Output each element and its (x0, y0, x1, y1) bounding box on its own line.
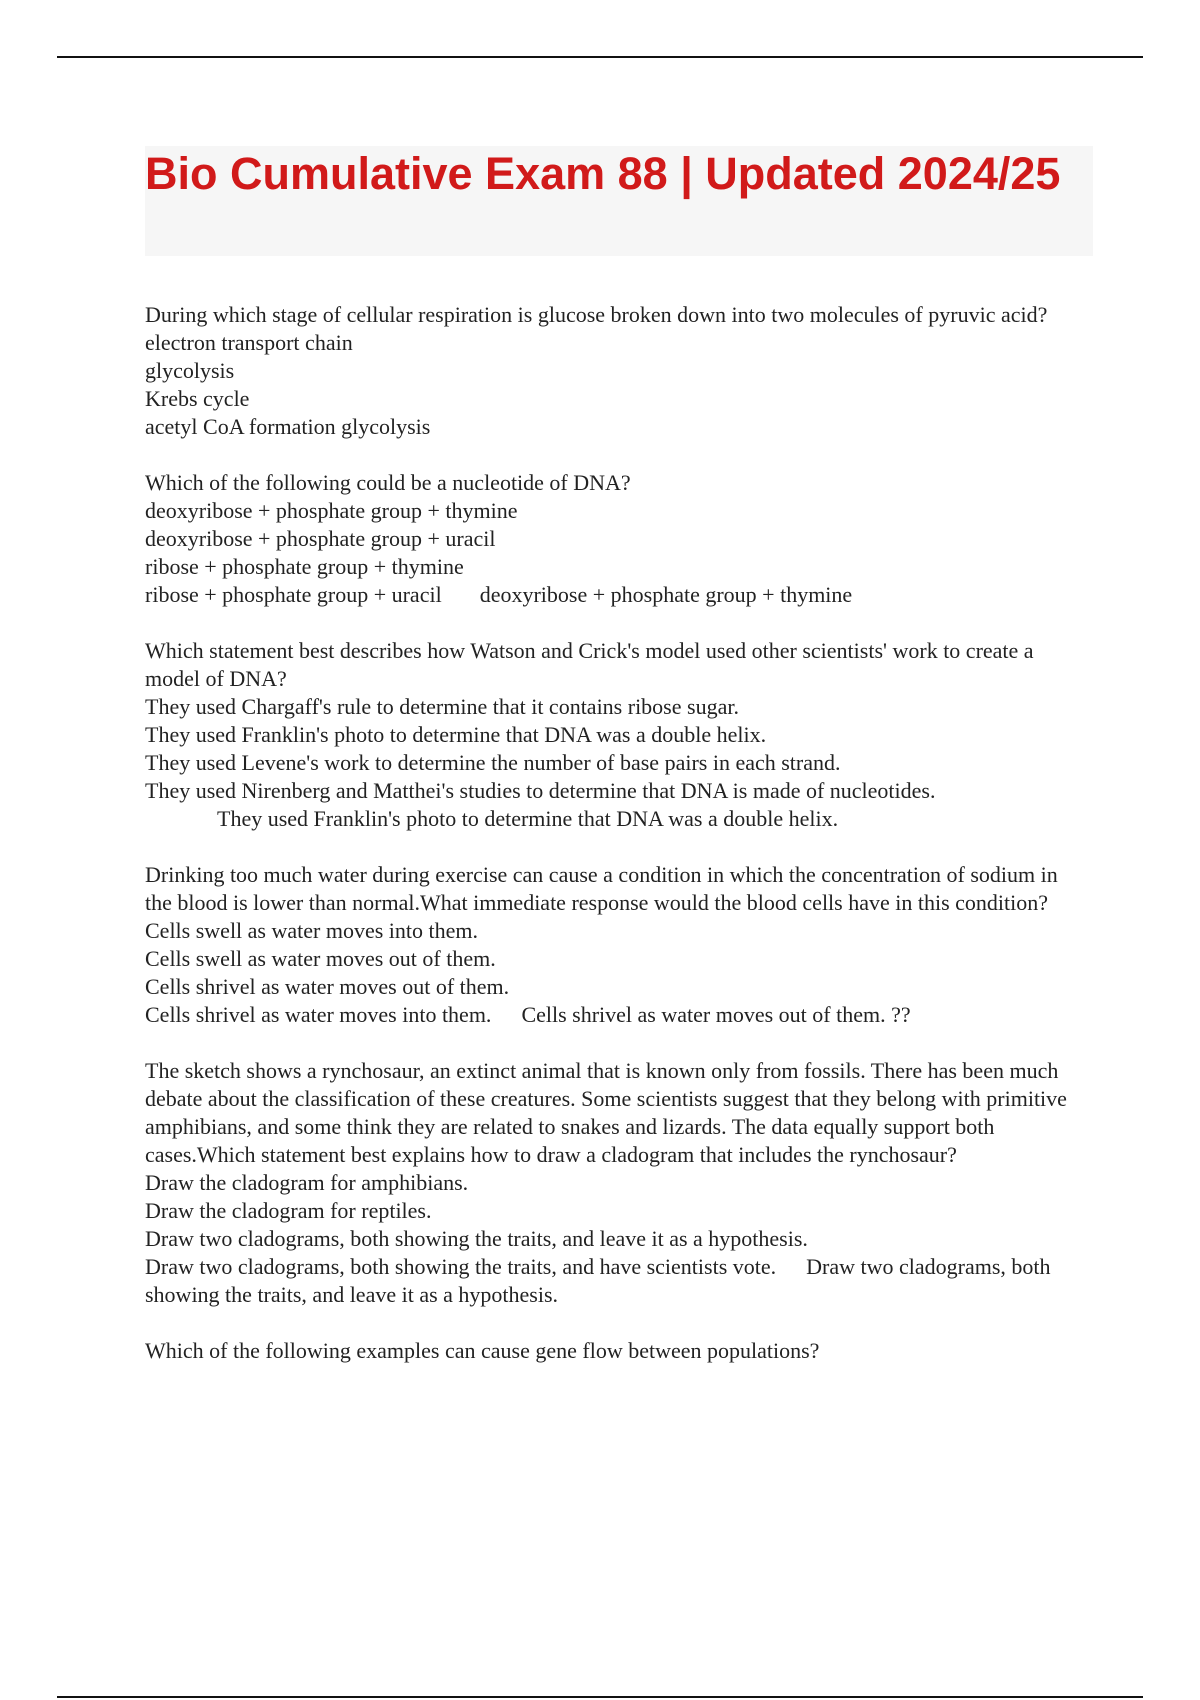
answer-option: Draw the cladogram for reptiles. (145, 1198, 432, 1223)
answer-option: They used Levene's work to determine the number of base pairs in each strand. (145, 750, 841, 775)
question-block (145, 637, 1085, 833)
question-prompt: Drinking too much water during exercise can cause a condition in which the concentration of sodium in the blood is lower than normal.What immediate response would the blood cells have in this condition? (145, 862, 1064, 915)
question-prompt: The sketch shows a rynchosaur, an extinct animal that is known only from fossils. There has been much debate about the classification of these creatures. Some scientists suggest that they belong with primitive amphibians, and some think they are related to snakes and lizards. The data equally support both cases.Which statement best explains how to draw a cladogram that includes the rynchosaur? (145, 1058, 1073, 1167)
answer-option: Draw two cladograms, both showing the traits, and leave it as a hypothesis. (145, 1226, 808, 1251)
answer-option: acetyl CoA formation (145, 414, 336, 439)
question-prompt: During which stage of cellular respiration is glucose broken down into two molecules of pyruvic acid? (145, 302, 1048, 327)
answer-option: deoxyribose + phosphate group + thymine (145, 498, 518, 523)
question-block (145, 469, 1085, 609)
answer-option: Cells shrivel as water moves out of them. (145, 974, 510, 999)
answer-option: ribose + phosphate group + uracil (145, 582, 442, 607)
question-prompt: Which of the following could be a nucleotide of DNA? (145, 470, 631, 495)
answer-option: Cells swell as water moves into them. (145, 918, 478, 943)
answer-option: electron transport chain (145, 330, 353, 355)
answer-option: Cells swell as water moves out of them. (145, 946, 496, 971)
correct-answer: deoxyribose + phosphate group + thymine (479, 582, 853, 607)
correct-answer: They used Franklin's photo to determine that DNA was a double helix. (217, 806, 839, 831)
question-block (145, 1337, 1085, 1365)
correct-answer: Cells shrivel as water moves out of them. ?? (521, 1002, 911, 1027)
answer-option: They used Nirenberg and Matthei's studies to determine that DNA is made of nucleotides. (145, 778, 936, 803)
document-title: Bio Cumulative Exam 88 | Updated 2024/25 (145, 148, 1061, 199)
question-block (145, 1057, 1085, 1309)
document-body (145, 301, 1085, 1393)
answer-option: glycolysis (145, 358, 235, 383)
answer-option: Draw the cladogram for amphibians. (145, 1170, 469, 1195)
top-rule (57, 56, 1143, 58)
answer-option: They used Franklin's photo to determine that DNA was a double helix. (145, 722, 767, 747)
question-block (145, 861, 1085, 1029)
answer-option: Cells shrivel as water moves into them. (145, 1002, 492, 1027)
question-prompt: Which of the following examples can cause gene flow between populations? (145, 1338, 820, 1363)
correct-answer: glycolysis (341, 414, 431, 439)
answer-option: They used Chargaff's rule to determine that it contains ribose sugar. (145, 694, 739, 719)
answer-option: deoxyribose + phosphate group + uracil (145, 526, 496, 551)
title-banner (145, 146, 1093, 256)
answer-option: Draw two cladograms, both showing the traits, and have scientists vote. (145, 1254, 777, 1279)
question-prompt: Which statement best describes how Watson and Crick's model used other scientists' work to create a model of DNA? (145, 638, 1040, 691)
question-block (145, 301, 1085, 441)
answer-option: ribose + phosphate group + thymine (145, 554, 464, 579)
answer-option: Krebs cycle (145, 386, 250, 411)
correct-answer: Draw two cladograms, both showing the traits, and leave it as a hypothesis. (145, 1254, 1051, 1307)
bottom-rule (57, 1696, 1143, 1698)
